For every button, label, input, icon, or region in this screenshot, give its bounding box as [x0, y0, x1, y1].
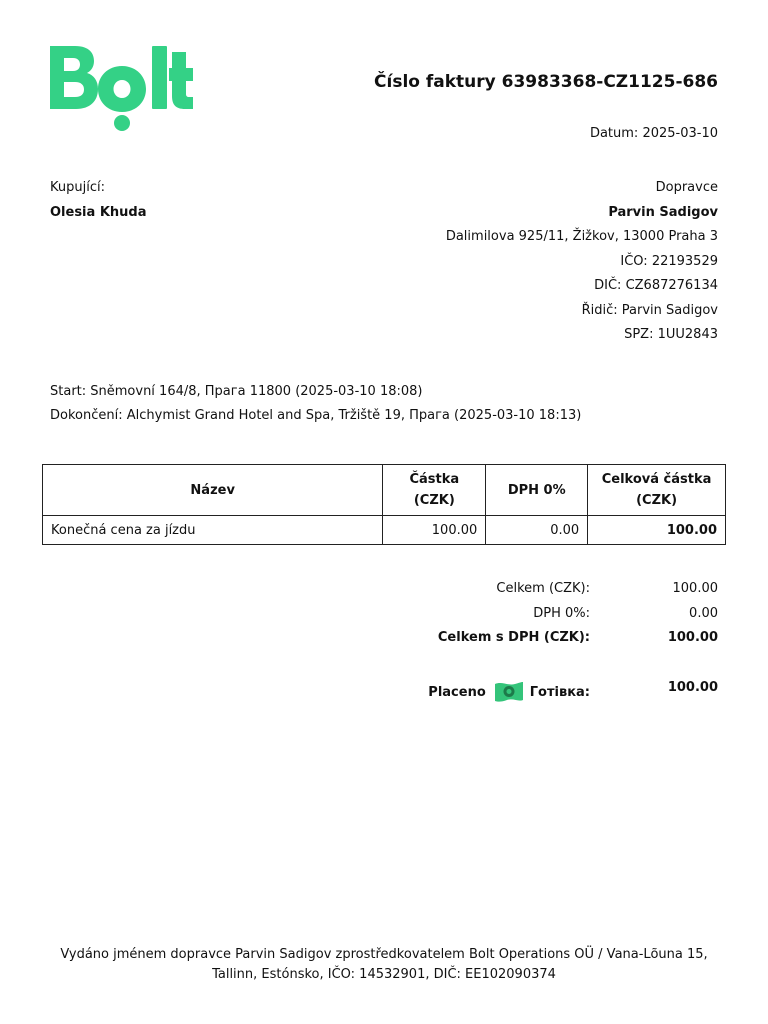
header-total-line1: Celková částka [601, 472, 712, 487]
carrier-block [446, 180, 718, 352]
route-end: Dokončení: Alchymist Grand Hotel and Spa, Tržiště 19, Прага (2025-03-10 18:13) [50, 408, 582, 423]
carrier-driver: Řidič: Parvin Sadigov [581, 302, 718, 318]
row-name: Konečná cena za jízdu [43, 516, 383, 545]
header-vat: DPH 0% [486, 465, 588, 516]
row-total: 100.00 [588, 516, 726, 545]
table-header-row [43, 465, 726, 516]
carrier-label: Dopravce [655, 180, 718, 195]
payment-method-label: Готівка: [529, 684, 590, 700]
total-row [418, 629, 718, 654]
header-total [588, 465, 726, 516]
row-amount: 100.00 [383, 516, 486, 545]
footer-line2: Tallinn, Estónsko, IČO: 14532901, DIČ: EE102090374 [212, 967, 556, 982]
carrier-name: Parvin Sadigov [608, 204, 718, 220]
route-block [50, 384, 581, 432]
footer-line1: Vydáno jménem dopravce Parvin Sadigov zprostředkovatelem Bolt Operations OÜ / Vana-Lõuna 15, [60, 947, 708, 962]
header-amount-line1: Částka [409, 472, 460, 487]
carrier-plate: SPZ: 1UU2843 [624, 327, 718, 342]
route-start: Start: Sněmovní 164/8, Прага 11800 (2025-03-10 18:08) [50, 384, 423, 399]
table-row [43, 516, 726, 545]
header-amount [383, 465, 486, 516]
invoice-title: Číslo faktury 63983368-CZ1125-686 [374, 72, 718, 92]
vat-row [418, 605, 718, 630]
carrier-address: Dalimilova 925/11, Žižkov, 13000 Praha 3 [445, 229, 718, 244]
header-total-line2: (CZK) [636, 493, 678, 508]
vat-label: DPH 0%: [533, 605, 590, 621]
carrier-ico: IČO: 22193529 [620, 253, 718, 269]
invoice-date: Datum: 2025-03-10 [589, 126, 718, 141]
subtotal-label: Celkem (CZK): [496, 581, 590, 596]
buyer-label: Kupující: [50, 180, 105, 195]
subtotal-row [418, 580, 718, 605]
paid-label: Placeno [428, 684, 486, 700]
buyer-name: Olesia Khuda [50, 204, 147, 220]
bolt-logo [48, 44, 194, 132]
buyer-block [50, 180, 146, 229]
header-amount-line2: (CZK) [413, 493, 455, 508]
payment-row [428, 680, 718, 704]
summary-block [418, 580, 718, 654]
row-vat: 0.00 [486, 516, 588, 545]
subtotal-value: 100.00 [672, 581, 718, 596]
footer [0, 945, 768, 985]
total-value: 100.00 [667, 630, 718, 645]
cash-icon [494, 681, 524, 703]
header-name: Název [43, 465, 383, 516]
vat-value: 0.00 [689, 605, 718, 621]
paid-value: 100.00 [667, 680, 718, 695]
items-table [42, 464, 726, 545]
carrier-dic: DIČ: CZ687276134 [594, 278, 718, 293]
total-label: Celkem s DPH (CZK): [437, 630, 590, 645]
